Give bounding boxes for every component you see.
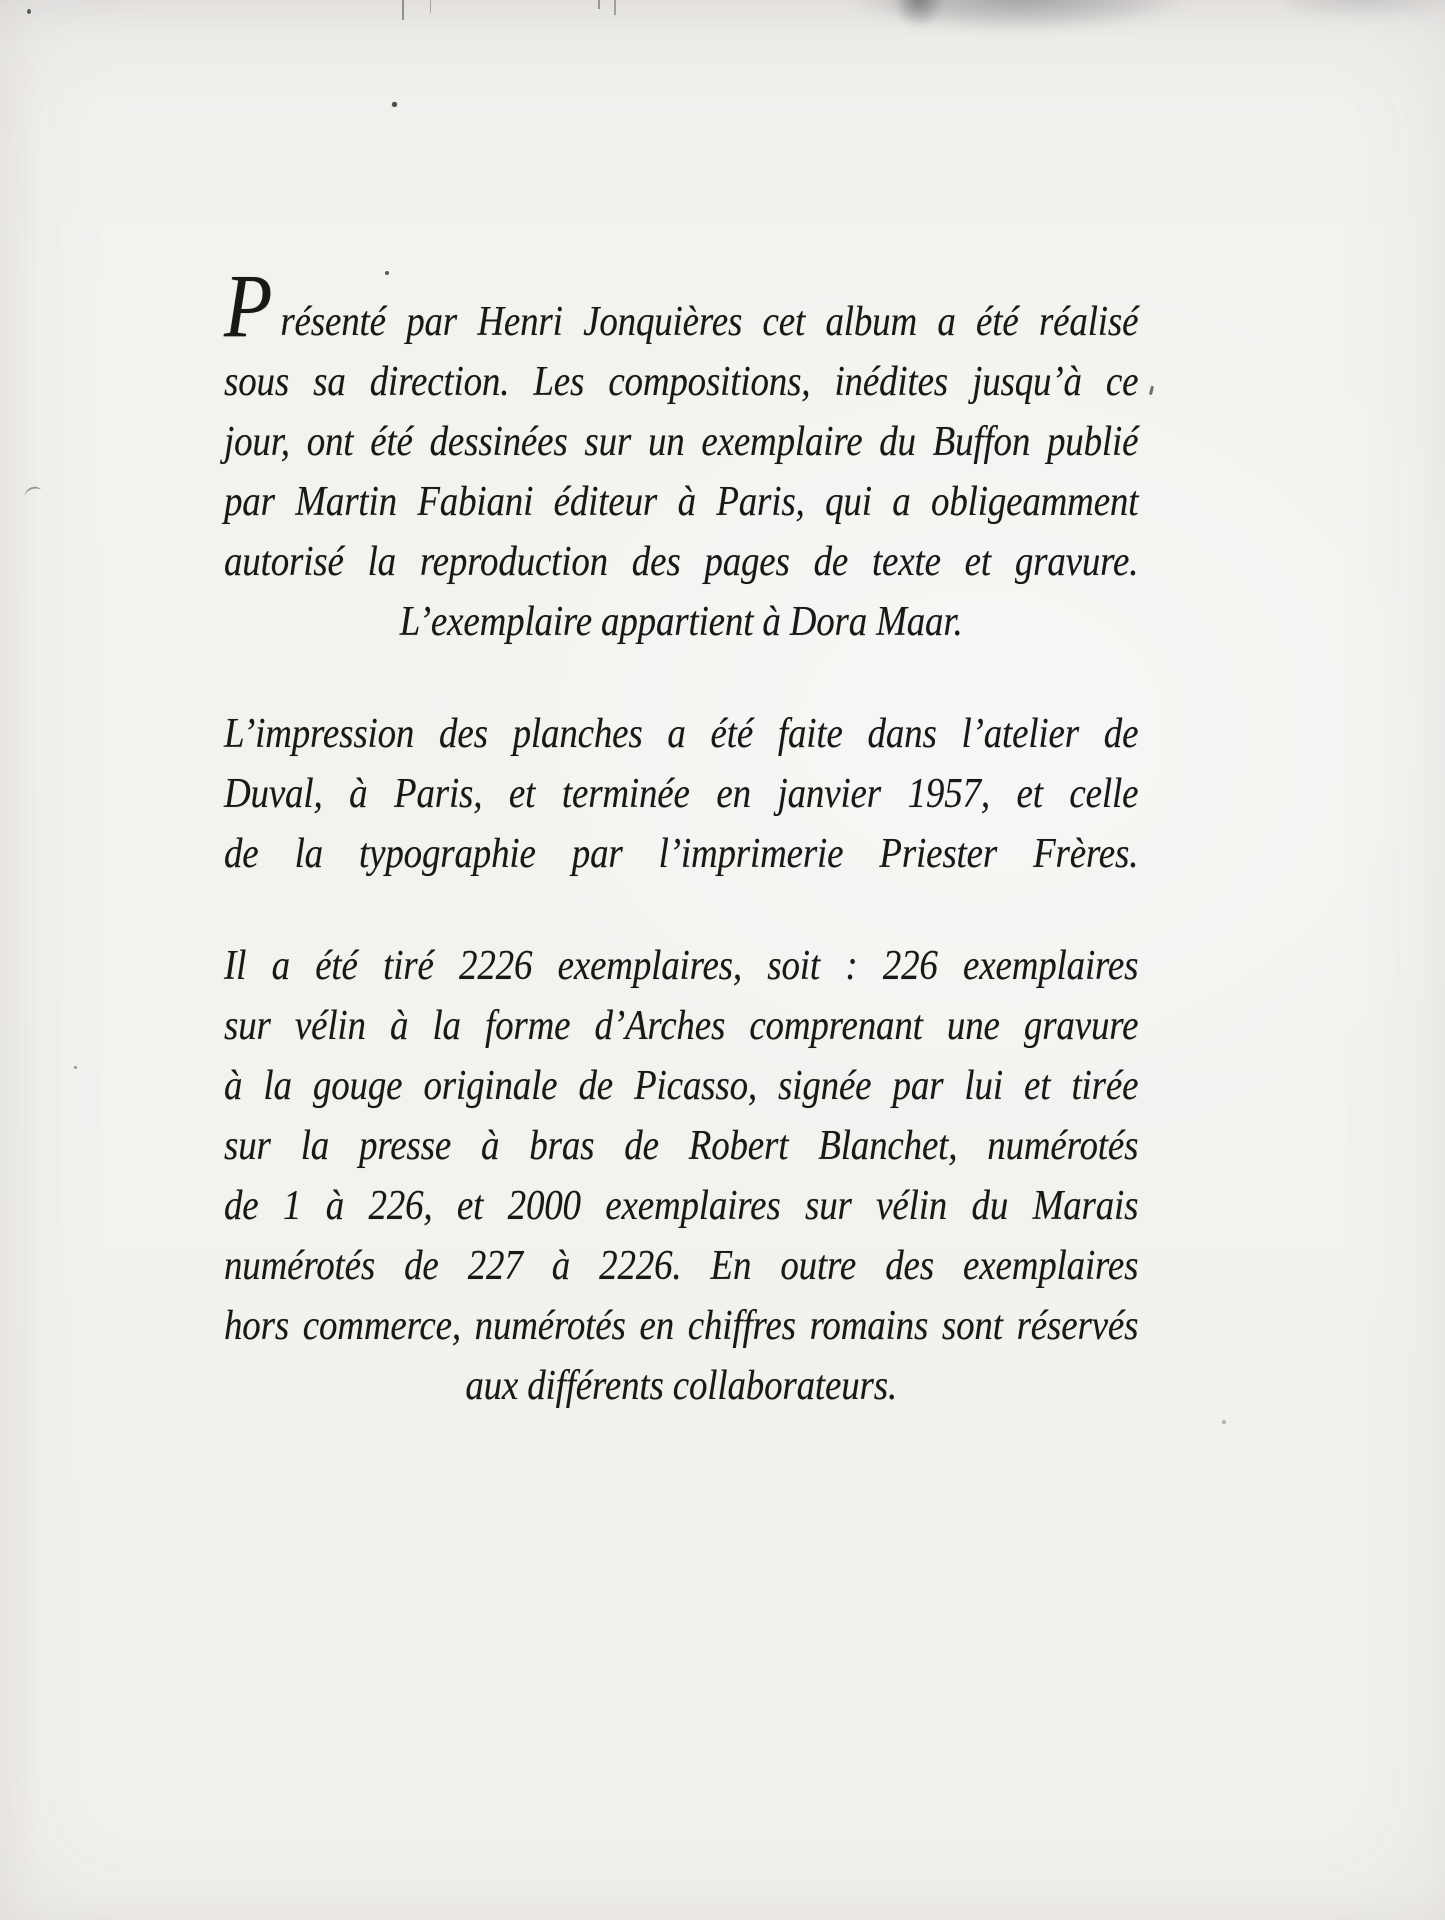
text-line: sous sa direction. Les compositions, inédites jusqu’à ce bbox=[224, 359, 1139, 405]
text-line: L’impression des planches a été faite dans l’atelier de bbox=[224, 711, 1139, 757]
drop-cap-initial: P bbox=[224, 257, 273, 356]
scan-smudge bbox=[893, 0, 945, 28]
scan-speck bbox=[27, 9, 31, 14]
text-line: jour, ont été dessinées sur un exemplaire du Buffon publié bbox=[224, 419, 1139, 465]
scan-artifact bbox=[614, 0, 616, 15]
scan-speck bbox=[1149, 386, 1154, 395]
text-line: par Martin Fabiani éditeur à Paris, qui a obligeamment bbox=[224, 479, 1139, 525]
text-line: de 1 à 226, et 2000 exemplaires sur vélin du Marais bbox=[224, 1183, 1139, 1229]
paragraph-presentation bbox=[224, 257, 1139, 652]
text-line: aux différents collaborateurs. bbox=[465, 1363, 898, 1409]
text-line: Il a été tiré 2226 exemplaires, soit : 226 exemplaires bbox=[224, 943, 1139, 989]
scan-speck bbox=[1222, 1420, 1226, 1424]
scan-artifact bbox=[598, 0, 600, 9]
text-line: de la typographie par l’imprimerie Priester Frères. bbox=[224, 831, 1139, 877]
colophon-text bbox=[224, 257, 1139, 1416]
text-line: à la gouge originale de Picasso, signée par lui et tirée bbox=[224, 1063, 1139, 1109]
scan-artifact bbox=[430, 0, 431, 13]
text-line: résenté par Henri Jonquières cet album a été réalisé bbox=[280, 299, 1139, 345]
scan-speck bbox=[385, 271, 389, 275]
scan-speck bbox=[74, 1066, 77, 1069]
paragraph-impression bbox=[224, 704, 1138, 884]
scan-smudge bbox=[1290, 0, 1445, 20]
text-line: autorisé la reproduction des pages de texte et gravure. bbox=[224, 539, 1139, 585]
text-line: sur vélin à la forme d’Arches comprenant une gravure bbox=[224, 1003, 1139, 1049]
scan-speck bbox=[392, 102, 397, 107]
scan-smudge bbox=[858, 0, 1178, 30]
paragraph-tirage bbox=[224, 936, 1138, 1416]
text-line: hors commerce, numérotés en chiffres romains sont réservés bbox=[224, 1303, 1139, 1349]
scan-pencil-mark bbox=[23, 486, 41, 498]
text-line: numérotés de 227 à 2226. En outre des exemplaires bbox=[224, 1243, 1139, 1289]
text-line: L’exemplaire appartient à Dora Maar. bbox=[399, 599, 963, 645]
scan-artifact bbox=[402, 0, 404, 20]
text-line: sur la presse à bras de Robert Blanchet, numérotés bbox=[224, 1123, 1139, 1169]
text-line: Duval, à Paris, et terminée en janvier 1957, et celle bbox=[224, 771, 1139, 817]
